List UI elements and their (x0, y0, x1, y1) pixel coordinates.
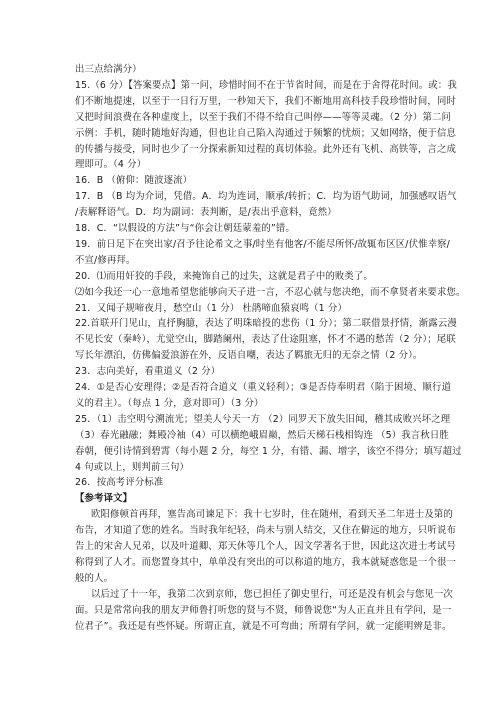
text-line: 称得到了人才。而您置身其中，单单没有突出的可以称道的地方，我本就疑惑您是一个很一 (75, 556, 457, 568)
text-line: 告上的宋舍人兄弟，以及叶道卿、郑天休等几个人，因文学著名于世，因此这次进士考试号 (75, 541, 457, 552)
text-line: 出三点给满分） (75, 64, 142, 75)
text-line: /表解释语气。D．均为副词：表判断，是/表出乎意料，竟然） (75, 207, 337, 219)
text-line: 23．志向美好，看重道义（2 分） (75, 366, 221, 378)
text-line: 不见长安（秦岭），尤觉空山，脚踏阑州，表达了仕途阻塞，怀才不遇的愁苦（2 分）；尾联 (75, 334, 456, 346)
text-line: 们不断地提速，以至于一日行万里，一秒知天下，我们不断地用高科技手段珍惜时间，同时 (75, 95, 457, 107)
text-line: 般的人。 (75, 572, 114, 584)
text-line: 21．又闻子规啼夜月，愁空山（1 分） 杜鹃啼血猿哀鸣（1 分） (75, 302, 347, 314)
text-line: 位君子”。我还是有些怀疑。所谓正直，就是不可弯曲；所谓有学问，就一定能明辨是非。 (75, 620, 452, 632)
text-line: 4 句或以上，则判前三句） (75, 461, 190, 473)
text-line: 20．⑴而用奸狡的手段，来掩饰自己的过失，这就是君子中的败类了。 (75, 270, 373, 282)
text-line: 18．C．“以假设的方法”与“你会让朝廷蒙羞的”错。 (75, 223, 295, 234)
text-line: 19．前日足下在突出家/召予往论希文之事/时坐有他客/不能尽所怀/故辄布区区/伏惟幸察/ (75, 238, 450, 250)
text-line: 25．（1）击空明兮溯流光；望美人兮天一方 （2）同罗天下放失旧闻，稽其成败兴坏之理 (75, 413, 451, 425)
text-line: 布告，才知道了您的姓名。当时我年纪轻，尚未与别人结交，又住在僻远的地方，只听说布 (75, 525, 457, 537)
text-line: ⑵如今我还一心一意地希望您能够向天子进一言，不忍心就与您决绝，而不拿贤者来要求您。 (75, 286, 466, 298)
text-line: 春朝，便引诗情到碧霄（每小题 2 分，每空 1 分，有错、漏、增字，该空不得分；填写超过 (75, 445, 462, 457)
text-line: 15.（6 分）【答案要点】第一问，珍惜时间不在于节省时间，而是在于舍得花时间。或：我 (75, 79, 457, 91)
text-line: 欧阳修顿首再拜，塞告高司谏足下：我十七岁时，住在随州，看到天圣二年进士及第的 (91, 509, 453, 521)
text-line: （3）春光融融；舞殿冷袖（4）可以横绝峨眉巅，然后天梯石栈相钩连 （5）我言秋日胜 (75, 429, 449, 441)
text-line: 写长年漂泊，仿佛偏爱浪游在外，反语自嘲，表达了羁旅无归的无奈之情（2 分）。 (75, 350, 423, 362)
text-line: 又把时间浪费在各种虚度上，以至于我们不得不给自己叫停——等等灵魂。（2 分）第二问 (75, 111, 452, 123)
text-line: 面。只是常常向我的朋友尹师鲁打听您的贤与不贤，师鲁说您“为人正直并且有学问，是一 (75, 604, 452, 616)
text-line: 以后过了十一年，我第二次到京师，您已担任了御史里行，可还是没有机会与您见一次 (91, 588, 453, 600)
text-line: 26．按高考评分标准 (75, 477, 164, 489)
text-line: 24．①是否心安理得；②是否符合道义（重义轻利）；③是否侍奉明君（陷于困境、顺行道 (75, 382, 452, 393)
text-line: 【参考译文】 (75, 493, 133, 505)
text-line: 17．B （B 均为介词，凭借。A．均为连词，顺承/转折；C．均为语气助词，加强感叹语气 (75, 191, 457, 203)
text-line: 16．B （俯仰：随波逐流） (75, 175, 193, 187)
text-line: 理即可。（4 分） (75, 159, 147, 171)
text-line: 义的君主）。（每点 1 分，意对即可）（3 分） (75, 397, 264, 409)
text-line: 示例：手机，随时随地好沟通，但也让自己陷入沟通过于频繁的忧烦；又如网络，便于信息 (75, 127, 457, 139)
text-line: 的传播与接受，同时也少了一分探索新知过程的真切体验。此外还有飞机、高铁等，言之成 (75, 143, 457, 155)
text-line: 22.首联开门见山，直抒胸臆，表达了明珠暗投的悲伤（1 分）；第二联借景抒情，渐露云漫 (75, 318, 457, 330)
text-line: 不宣/修再拜。 (75, 254, 136, 266)
